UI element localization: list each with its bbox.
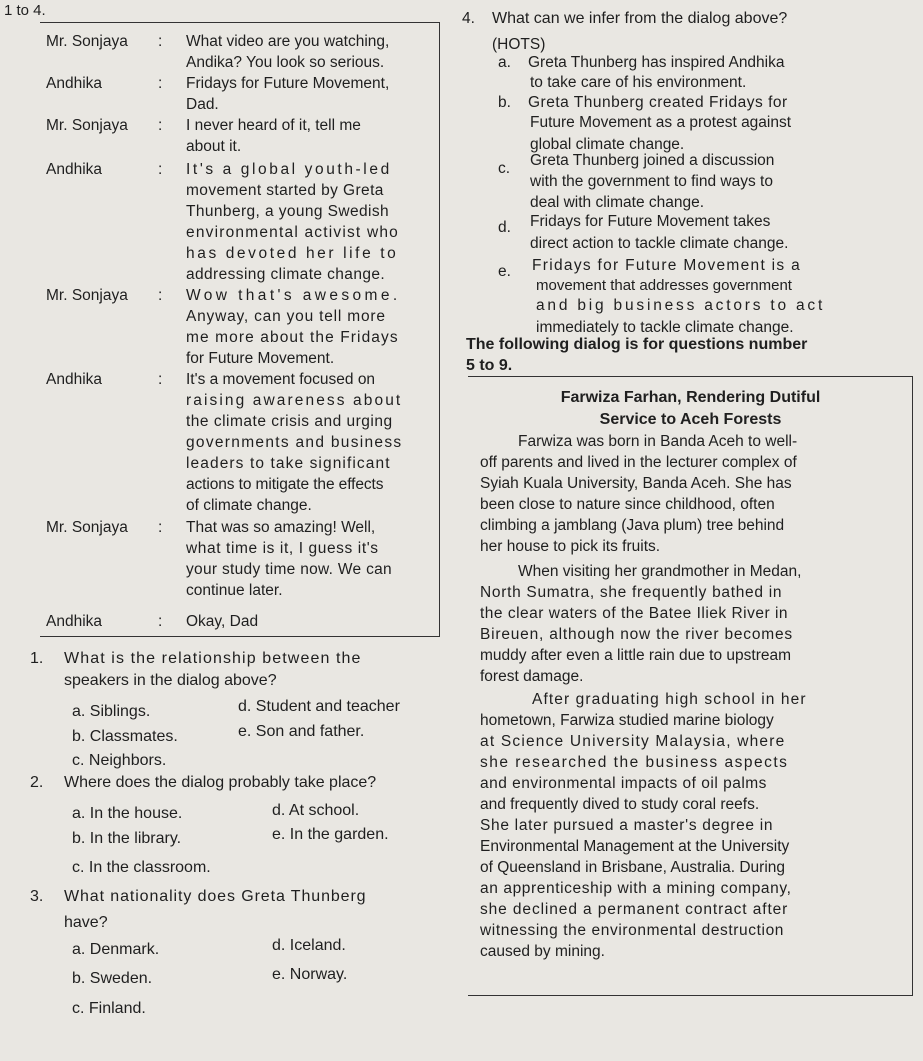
answer-option[interactable]: a. In the house. — [72, 805, 183, 822]
dialog-line: leaders to take significant — [186, 455, 391, 472]
option-line: immediately to tackle climate change. — [536, 319, 794, 336]
question-line: Where does the dialog probably take place? — [64, 774, 377, 791]
section-label: 1 to 4. — [4, 2, 46, 19]
answer-option[interactable]: e. In the garden. — [272, 826, 389, 843]
passage-line: witnessing the environmental destruction — [480, 922, 785, 939]
option-letter: c. — [498, 160, 511, 177]
passage-line: muddy after even a little rain due to upstream — [480, 647, 792, 664]
instruction-line: The following dialog is for questions number — [466, 336, 808, 353]
passage-paragraph — [480, 689, 910, 962]
dialog-box: Mr. Sonjaya : What video are you watching, Andika? You look so serious. Andhika : Fridays for Future Movement, Dad. Mr. Sonjaya : I never heard of it, tell me about it. Andhika : It's a global youth-led movement started by Greta Thunberg, a young Swedish environmental activist who has devoted her life to addressing climate change. Mr. Sonjaya : Wow that's awesome. Anyway, can you tell more me more about the Fridays for Future Movement. Andhika : It's a movement focused on raising awareness about the climate crisis and urging governments and business leaders to take significant actions to mitigate the effects of climate change. Mr. Sonjaya : That was so amazing! Well, what time is it, I guess it's your study time now. We can continue later. Andhika : Okay, Dad — [40, 22, 440, 637]
answer-option[interactable]: d. Iceland. — [272, 937, 346, 954]
question-number: 2. — [30, 774, 44, 791]
passage-paragraph — [480, 431, 910, 557]
speaker-name: Andhika — [46, 371, 103, 388]
dialog-line: raising awareness about — [186, 392, 403, 409]
dialog-line: the climate crisis and urging — [186, 413, 393, 430]
passage-line: Environmental Management at the University — [480, 838, 790, 855]
dialog-line: movement started by Greta — [186, 182, 384, 199]
dialog-line: Andika? You look so serious. — [186, 54, 385, 71]
option-line: deal with climate change. — [530, 194, 705, 211]
answer-option[interactable]: b. Sweden. — [72, 970, 153, 987]
speaker-name: Mr. Sonjaya — [46, 33, 128, 50]
dialog-line: of climate change. — [186, 497, 312, 514]
dialog-line: what time is it, I guess it's — [186, 540, 379, 557]
passage-line: been close to nature since childhood, often — [480, 496, 775, 513]
passage-paragraph — [480, 561, 910, 687]
speaker-name: Andhika — [46, 613, 103, 630]
option-line: to take care of his environment. — [530, 74, 747, 91]
question-number: 4. — [462, 10, 475, 27]
dialog-line: has devoted her life to — [186, 245, 399, 262]
option-line: Fridays for Future Movement is a — [532, 257, 802, 274]
dialog-line: I never heard of it, tell me — [186, 117, 361, 134]
dialog-line: Okay, Dad — [186, 613, 259, 630]
option-letter: b. — [498, 94, 511, 111]
title-line: Service to Aceh Forests — [599, 411, 782, 428]
passage-line: of Queensland in Brisbane, Australia. During — [480, 859, 786, 876]
option-line: Fridays for Future Movement takes — [530, 213, 771, 230]
answer-option[interactable]: e. Norway. — [272, 966, 348, 983]
dialog-line: about it. — [186, 138, 242, 155]
passage-line: North Sumatra, she frequently bathed in — [480, 584, 783, 601]
passage-line: Farwiza was born in Banda Aceh to well- — [518, 433, 798, 450]
option-line: global climate change. — [530, 136, 685, 153]
question-line: What is the relationship between the — [64, 650, 362, 667]
answer-option[interactable]: a. Denmark. — [72, 941, 160, 958]
passage-line: climbing a jamblang (Java plum) tree behind — [480, 517, 785, 534]
dialog-line: governments and business — [186, 434, 403, 451]
passage-line: hometown, Farwiza studied marine biology — [480, 712, 774, 729]
dialog-line: environmental activist who — [186, 224, 399, 241]
passage-title — [468, 387, 913, 431]
title-line: Farwiza Farhan, Rendering Dutiful — [560, 389, 821, 406]
speaker-name: Mr. Sonjaya — [46, 287, 128, 304]
dialog-line: for Future Movement. — [186, 350, 335, 367]
option-line: Greta Thunberg created Fridays for — [528, 94, 788, 111]
dialog-line: actions to mitigate the effects — [186, 476, 384, 493]
passage-line: an apprenticeship with a mining company, — [480, 880, 792, 897]
passage-line: caused by mining. — [480, 943, 605, 960]
option-line: and big business actors to act — [536, 297, 826, 314]
option-line: Greta Thunberg has inspired Andhika — [528, 54, 785, 71]
passage-line: she declined a permanent contract after — [480, 901, 789, 918]
answer-option[interactable]: d. At school. — [272, 802, 360, 819]
passage-line: Syiah Kuala University, Banda Aceh. She has — [480, 475, 792, 492]
passage-line: Bireuen, although now the river becomes — [480, 626, 793, 643]
option-letter: d. — [498, 219, 511, 236]
question-line: have? — [64, 914, 108, 931]
answer-option[interactable]: c. Neighbors. — [72, 752, 167, 769]
option-line: with the government to find ways to — [530, 173, 773, 190]
answer-option[interactable]: e. Son and father. — [238, 723, 365, 740]
speaker-name: Andhika — [46, 161, 103, 178]
question-line: What can we infer from the dialog above? — [492, 10, 788, 27]
passage-line: off parents and lived in the lecturer complex of — [480, 454, 797, 471]
section-instruction — [466, 334, 807, 376]
option-letter: a. — [498, 54, 511, 71]
reading-passage-box — [468, 376, 913, 996]
passage-line: her house to pick its fruits. — [480, 538, 661, 555]
passage-line: the clear waters of the Batee Iliek River in — [480, 605, 789, 622]
answer-option[interactable]: d. Student and teacher — [238, 698, 400, 715]
question-number: 3. — [30, 888, 44, 905]
dialog-line: What video are you watching, — [186, 33, 390, 50]
dialog-line: continue later. — [186, 582, 283, 599]
passage-line: and frequently dived to study coral reefs. — [480, 796, 760, 813]
answer-option[interactable]: c. In the classroom. — [72, 859, 211, 876]
speaker-name: Andhika — [46, 75, 103, 92]
dialog-line: Wow that's awesome. — [186, 287, 401, 304]
answer-option[interactable]: a. Siblings. — [72, 703, 151, 720]
option-line: Greta Thunberg joined a discussion — [530, 152, 775, 169]
dialog-line: addressing climate change. — [186, 266, 386, 283]
question-number: 1. — [30, 650, 44, 667]
question-line: speakers in the dialog above? — [64, 672, 277, 689]
passage-line: forest damage. — [480, 668, 584, 685]
passage-line: After graduating high school in her — [532, 691, 807, 708]
dialog-line: me more about the Fridays — [186, 329, 399, 346]
passage-line: she researched the business aspects — [480, 754, 789, 771]
question-line: What nationality does Greta Thunberg — [64, 888, 367, 905]
option-line: direct action to tackle climate change. — [530, 235, 789, 252]
passage-line: She later pursued a master's degree in — [480, 817, 774, 834]
dialog-line: Anyway, can you tell more — [186, 308, 386, 325]
instruction-line: 5 to 9. — [466, 357, 513, 374]
question-line: (HOTS) — [492, 36, 546, 53]
speaker-name: Mr. Sonjaya — [46, 117, 128, 134]
dialog-line: Thunberg, a young Swedish — [186, 203, 390, 220]
speaker-name: Mr. Sonjaya — [46, 519, 128, 536]
dialog-line: Fridays for Future Movement, — [186, 75, 390, 92]
passage-line: at Science University Malaysia, where — [480, 733, 786, 750]
answer-option[interactable]: b. In the library. — [72, 830, 182, 847]
dialog-line: Dad. — [186, 96, 219, 113]
option-line: movement that addresses government — [536, 277, 792, 294]
answer-option[interactable]: c. Finland. — [72, 1000, 146, 1017]
dialog-line: It's a movement focused on — [186, 371, 376, 388]
dialog-line: your study time now. We can — [186, 561, 392, 578]
answer-option[interactable]: b. Classmates. — [72, 728, 178, 745]
dialog-line: That was so amazing! Well, — [186, 519, 376, 536]
dialog-line: It's a global youth-led — [186, 161, 392, 178]
passage-line: and environmental impacts of oil palms — [480, 775, 767, 792]
option-letter: e. — [498, 263, 511, 280]
option-line: Future Movement as a protest against — [530, 114, 792, 131]
passage-line: When visiting her grandmother in Medan, — [518, 563, 802, 580]
